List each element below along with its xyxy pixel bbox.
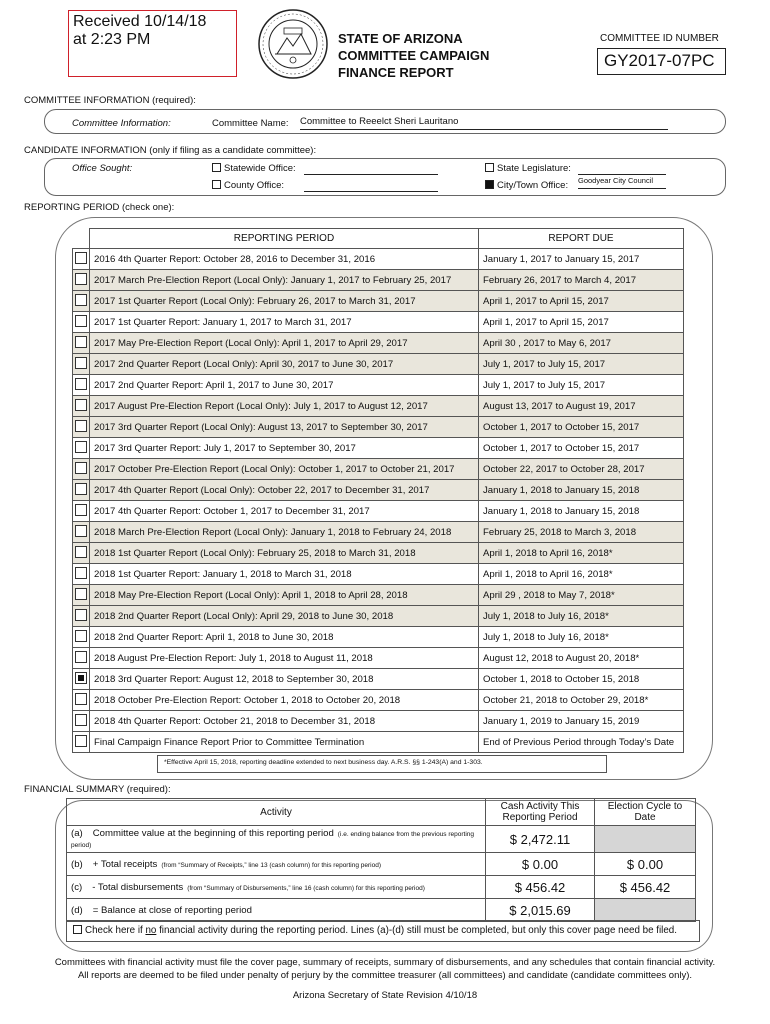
- period-checkbox-cell: [73, 459, 90, 480]
- col-election-cycle: Election Cycle to Date: [595, 799, 696, 826]
- period-checkbox-cell: [73, 375, 90, 396]
- financial-row: [67, 826, 696, 853]
- col-cash-activity: Cash Activity This Reporting Period: [486, 799, 595, 826]
- revision-line: Arizona Secretary of State Revision 4/10/18: [292, 990, 478, 1001]
- due-text: January 1, 2019 to January 15, 2019: [479, 711, 684, 732]
- period-checkbox[interactable]: [75, 273, 87, 285]
- period-text: 2018 March Pre-Election Report (Local Only): January 1, 2018 to February 24, 2018: [90, 522, 479, 543]
- reporting-period-row: [73, 249, 684, 270]
- period-text: 2018 4th Quarter Report: October 21, 2018 to December 31, 2018: [90, 711, 479, 732]
- reporting-period-row: [73, 396, 684, 417]
- due-text: April 1, 2018 to April 16, 2018*: [479, 543, 684, 564]
- period-checkbox-cell: [73, 312, 90, 333]
- reporting-period-row: [73, 564, 684, 585]
- period-checkbox[interactable]: [75, 693, 87, 705]
- no-activity-pre: Check here if: [85, 925, 146, 936]
- statewide-field[interactable]: [304, 161, 438, 175]
- due-text: July 1, 2018 to July 16, 2018*: [479, 627, 684, 648]
- city-office-option[interactable]: [485, 180, 568, 191]
- due-text: February 26, 2017 to March 4, 2017: [479, 270, 684, 291]
- office-sought-label: Office Sought:: [72, 163, 133, 174]
- activity-cell: [67, 899, 486, 922]
- period-checkbox[interactable]: [75, 420, 87, 432]
- reporting-period-row: [73, 669, 684, 690]
- financial-row: [67, 876, 696, 899]
- period-checkbox-cell: [73, 417, 90, 438]
- due-text: July 1, 2017 to July 15, 2017: [479, 354, 684, 375]
- form-title: [338, 30, 489, 81]
- statewide-office-option[interactable]: [212, 163, 296, 174]
- due-text: April 30 , 2017 to May 6, 2017: [479, 333, 684, 354]
- period-checkbox-cell: [73, 543, 90, 564]
- period-text: 2017 1st Quarter Report (Local Only): February 26, 2017 to March 31, 2017: [90, 291, 479, 312]
- period-checkbox-cell: [73, 522, 90, 543]
- cash-value[interactable]: $ 0.00: [486, 853, 595, 876]
- reporting-period-row: [73, 375, 684, 396]
- no-activity-post: financial activity during the reporting period. Lines (a)-(d) still must be completed, but only this cover page need be filed.: [156, 925, 677, 936]
- period-checkbox-cell: [73, 690, 90, 711]
- county-checkbox[interactable]: [212, 180, 221, 189]
- due-text: January 1, 2018 to January 15, 2018: [479, 501, 684, 522]
- due-text: July 1, 2018 to July 16, 2018*: [479, 606, 684, 627]
- due-text: August 13, 2017 to August 19, 2017: [479, 396, 684, 417]
- reporting-period-row: [73, 501, 684, 522]
- reporting-period-row: [73, 312, 684, 333]
- period-checkbox[interactable]: [75, 546, 87, 558]
- stamp-line-2: at 2:23 PM: [73, 31, 151, 48]
- row-sub-text: (from “Summary of Receipts,” line 13 (cash column) for this reporting period): [161, 861, 381, 869]
- due-text: October 21, 2018 to October 29, 2018*: [479, 690, 684, 711]
- statewide-checkbox[interactable]: [212, 163, 221, 172]
- period-checkbox[interactable]: [75, 609, 87, 621]
- period-text: 2017 May Pre-Election Report (Local Only): April 1, 2017 to April 29, 2017: [90, 333, 479, 354]
- footer-note-2: All reports are deemed to be filed under penalty of perjury by the committee treasurer (all committees) and candidate (candidate committees only).: [77, 970, 693, 981]
- reporting-period-row: [73, 438, 684, 459]
- row-main-text: = Balance at close of reporting period: [92, 904, 252, 916]
- period-checkbox-cell: [73, 732, 90, 753]
- period-text: Final Campaign Finance Report Prior to Committee Termination: [90, 732, 479, 753]
- due-text: February 25, 2018 to March 3, 2018: [479, 522, 684, 543]
- row-letter: (c): [71, 881, 83, 893]
- period-text: 2017 3rd Quarter Report: July 1, 2017 to September 30, 2017: [90, 438, 479, 459]
- reporting-period-row: [73, 417, 684, 438]
- financial-row: [67, 899, 696, 922]
- period-checkbox[interactable]: [75, 651, 87, 663]
- committee-info-label: Committee Information:: [72, 118, 171, 129]
- period-checkbox-cell: [73, 396, 90, 417]
- cash-value[interactable]: $ 456.42: [486, 876, 595, 899]
- period-checkbox-cell: [73, 354, 90, 375]
- period-text: 2016 4th Quarter Report: October 28, 2016 to December 31, 2016: [90, 249, 479, 270]
- title-line-3: FINANCE REPORT: [338, 65, 454, 80]
- period-text: 2017 March Pre-Election Report (Local Only): January 1, 2017 to February 25, 2017: [90, 270, 479, 291]
- period-checkbox[interactable]: [75, 714, 87, 726]
- row-letter: (d): [71, 904, 83, 916]
- period-checkbox[interactable]: [75, 378, 87, 390]
- period-text: 2017 1st Quarter Report: January 1, 2017 to March 31, 2017: [90, 312, 479, 333]
- period-checkbox-cell: [73, 291, 90, 312]
- state-legislature-label: State Legislature:: [497, 163, 571, 174]
- period-text: 2018 May Pre-Election Report (Local Only): April 1, 2018 to April 28, 2018: [90, 585, 479, 606]
- period-checkbox-cell: [73, 249, 90, 270]
- period-checkbox-cell: [73, 669, 90, 690]
- committee-id-field[interactable]: GY2017-07PC: [597, 48, 726, 75]
- county-field[interactable]: [304, 178, 438, 192]
- reporting-period-row: [73, 543, 684, 564]
- period-checkbox[interactable]: [75, 630, 87, 642]
- state-legislature-option[interactable]: [485, 163, 571, 174]
- reporting-period-row: [73, 480, 684, 501]
- row-letter: (b): [71, 858, 83, 870]
- period-text: 2017 2nd Quarter Report (Local Only): April 30, 2017 to June 30, 2017: [90, 354, 479, 375]
- period-checkbox-cell: [73, 270, 90, 291]
- cycle-value[interactable]: $ 456.42: [595, 876, 696, 899]
- period-checkbox-cell: [73, 501, 90, 522]
- committee-name-label: Committee Name:: [212, 118, 289, 129]
- due-text: October 1, 2018 to October 15, 2018: [479, 669, 684, 690]
- title-line-1: STATE OF ARIZONA: [338, 31, 463, 46]
- period-text: 2018 3rd Quarter Report: August 12, 2018 to September 30, 2018: [90, 669, 479, 690]
- city-label: City/Town Office:: [497, 180, 569, 191]
- period-text: 2018 August Pre-Election Report: July 1, 2018 to August 11, 2018: [90, 648, 479, 669]
- cycle-value: [595, 899, 696, 922]
- no-activity-em: no: [145, 925, 157, 936]
- due-text: January 1, 2018 to January 15, 2018: [479, 480, 684, 501]
- period-checkbox[interactable]: [75, 336, 87, 348]
- financial-row: [67, 853, 696, 876]
- reporting-period-row: [73, 606, 684, 627]
- period-text: 2018 1st Quarter Report: January 1, 2018 to March 31, 2018: [90, 564, 479, 585]
- period-checkbox[interactable]: [75, 441, 87, 453]
- county-label: County Office:: [224, 180, 285, 191]
- reporting-period-row: [73, 354, 684, 375]
- committee-id-label: COMMITTEE ID NUMBER: [600, 33, 719, 44]
- row-sub-text: (from “Summary of Disbursements,” line 16 (cash column) for this reporting period): [187, 884, 425, 892]
- cycle-value[interactable]: $ 0.00: [595, 853, 696, 876]
- financial-summary-table: [66, 798, 696, 922]
- due-text: August 12, 2018 to August 20, 2018*: [479, 648, 684, 669]
- title-line-2: COMMITTEE CAMPAIGN: [338, 48, 490, 63]
- period-checkbox[interactable]: [75, 294, 87, 306]
- reporting-period-heading: REPORTING PERIOD (check one):: [24, 202, 175, 213]
- candidate-info-heading: CANDIDATE INFORMATION (only if filing as a candidate committee):: [24, 145, 317, 156]
- stamp-line-1: Received 10/14/18: [73, 13, 207, 30]
- reporting-period-row: [73, 270, 684, 291]
- reporting-period-row: [73, 522, 684, 543]
- due-text: April 1, 2017 to April 15, 2017: [479, 291, 684, 312]
- due-text: January 1, 2017 to January 15, 2017: [479, 249, 684, 270]
- cash-value[interactable]: $ 2,015.69: [486, 899, 595, 922]
- period-checkbox-cell: [73, 606, 90, 627]
- period-checkbox[interactable]: [75, 357, 87, 369]
- due-text: April 1, 2018 to April 16, 2018*: [479, 564, 684, 585]
- period-checkbox[interactable]: [75, 735, 87, 747]
- reporting-period-row: [73, 459, 684, 480]
- reporting-period-row: [73, 690, 684, 711]
- period-checkbox[interactable]: [75, 462, 87, 474]
- state-legislature-field[interactable]: [578, 161, 666, 175]
- due-text: October 22, 2017 to October 28, 2017: [479, 459, 684, 480]
- period-checkbox[interactable]: [75, 252, 87, 264]
- period-text: 2018 1st Quarter Report (Local Only): February 25, 2018 to March 31, 2018: [90, 543, 479, 564]
- due-text: April 1, 2017 to April 15, 2017: [479, 312, 684, 333]
- period-text: 2017 4th Quarter Report: October 1, 2017 to December 31, 2017: [90, 501, 479, 522]
- period-checkbox[interactable]: [75, 588, 87, 600]
- activity-cell: [67, 826, 486, 853]
- row-main-text: + Total receipts: [92, 858, 158, 870]
- period-text: 2017 3rd Quarter Report (Local Only): August 13, 2017 to September 30, 2017: [90, 417, 479, 438]
- reporting-period-rows: [73, 249, 684, 753]
- reporting-period-table: [72, 228, 684, 753]
- city-checkbox[interactable]: [485, 180, 494, 189]
- activity-cell: [67, 853, 486, 876]
- period-checkbox-cell: [73, 648, 90, 669]
- committee-info-heading: COMMITTEE INFORMATION (required):: [24, 95, 196, 106]
- state-legislature-checkbox[interactable]: [485, 163, 494, 172]
- statewide-label: Statewide Office:: [224, 163, 296, 174]
- period-checkbox[interactable]: [75, 567, 87, 579]
- received-stamp: [68, 10, 237, 77]
- reporting-period-row: [73, 333, 684, 354]
- cash-value[interactable]: $ 2,472.11: [486, 826, 595, 853]
- period-checkbox-cell: [73, 585, 90, 606]
- no-activity-checkbox[interactable]: [73, 925, 82, 934]
- activity-cell: [67, 876, 486, 899]
- col-activity: Activity: [67, 799, 486, 826]
- reporting-period-row: [73, 648, 684, 669]
- reporting-period-row: [73, 585, 684, 606]
- col-report-due: REPORT DUE: [479, 229, 684, 249]
- period-text: 2018 2nd Quarter Report: April 1, 2018 to June 30, 2018: [90, 627, 479, 648]
- period-checkbox-cell: [73, 438, 90, 459]
- period-checkbox-cell: [73, 333, 90, 354]
- due-text: October 1, 2017 to October 15, 2017: [479, 417, 684, 438]
- period-checkbox-cell: [73, 564, 90, 585]
- reporting-period-row: [73, 732, 684, 753]
- col-reporting-period: REPORTING PERIOD: [90, 229, 479, 249]
- due-text: July 1, 2017 to July 15, 2017: [479, 375, 684, 396]
- period-checkbox[interactable]: [75, 525, 87, 537]
- period-text: 2017 2nd Quarter Report: April 1, 2017 to June 30, 2017: [90, 375, 479, 396]
- due-text: April 29 , 2018 to May 7, 2018*: [479, 585, 684, 606]
- period-text: 2018 2nd Quarter Report (Local Only): April 29, 2018 to June 30, 2018: [90, 606, 479, 627]
- period-checkbox-cell: [73, 711, 90, 732]
- reporting-period-row: [73, 291, 684, 312]
- period-checkbox[interactable]: [75, 504, 87, 516]
- financial-summary-heading: FINANCIAL SUMMARY (required):: [24, 784, 171, 795]
- county-office-option[interactable]: [212, 180, 284, 191]
- footer-note-1: Committees with financial activity must file the cover page, summary of receipts, summary of disbursements, and any schedules that contain financial activity.: [54, 957, 716, 968]
- reporting-period-row: [73, 711, 684, 732]
- financial-rows: [67, 826, 696, 922]
- period-checkbox[interactable]: [75, 315, 87, 327]
- period-checkbox[interactable]: [75, 672, 87, 684]
- period-checkbox[interactable]: [75, 399, 87, 411]
- no-activity-row[interactable]: [66, 920, 700, 942]
- cycle-value: [595, 826, 696, 853]
- row-sub-text: (i.e. ending balance from the previous reporting period): [71, 831, 475, 849]
- due-text: October 1, 2017 to October 15, 2017: [479, 438, 684, 459]
- row-main-text: Committee value at the beginning of this reporting period: [92, 828, 334, 839]
- period-text: 2017 August Pre-Election Report (Local Only): July 1, 2017 to August 12, 2017: [90, 396, 479, 417]
- period-checkbox-cell: [73, 627, 90, 648]
- due-text: End of Previous Period through Today’s Date: [479, 732, 684, 753]
- city-field[interactable]: Goodyear City Council: [578, 176, 666, 189]
- reporting-period-row: [73, 627, 684, 648]
- period-checkbox[interactable]: [75, 483, 87, 495]
- period-text: 2017 4th Quarter Report (Local Only): October 22, 2017 to December 31, 2017: [90, 480, 479, 501]
- row-main-text: - Total disbursements: [92, 881, 184, 893]
- period-text: 2017 October Pre-Election Report (Local Only): October 1, 2017 to October 21, 2017: [90, 459, 479, 480]
- period-checkbox-cell: [73, 480, 90, 501]
- deadline-note: *Effective April 15, 2018, reporting deadline extended to next business day. A.R.S. §§ 1-243(A) and 1-303.: [157, 755, 607, 773]
- state-seal-icon: [257, 8, 329, 80]
- committee-name-field[interactable]: Committee to Reeelct Sheri Lauritano: [300, 116, 668, 130]
- row-letter: (a): [71, 828, 83, 839]
- period-text: 2018 October Pre-Election Report: October 1, 2018 to October 20, 2018: [90, 690, 479, 711]
